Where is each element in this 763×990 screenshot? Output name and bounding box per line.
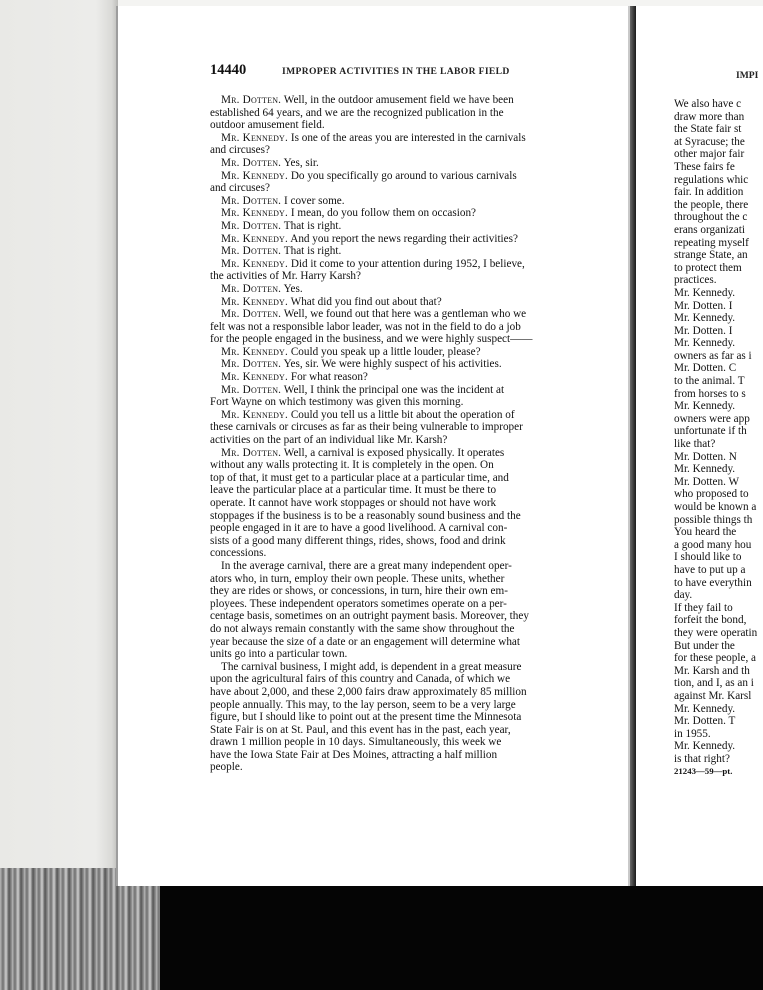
adjacent-text-line: owners as far as i <box>674 349 752 362</box>
adjacent-text-line: Mr. Kennedy. <box>674 400 736 413</box>
line-text: Well, in the outdoor amusement field we have been <box>283 94 514 106</box>
adjacent-text-line: to protect them <box>674 261 742 274</box>
line-text: do not always remain constantly with the same show throughout the <box>210 622 515 635</box>
line-text: Yes, sir. <box>283 156 319 169</box>
text-line <box>210 472 609 485</box>
line-text: figure, but I should like to point out at the present time the Minnesota <box>210 711 522 724</box>
line-text: Well, we found out that here was a gentleman who we <box>283 308 527 321</box>
line-text: for the people engaged in the business, and we were highly suspect—— <box>210 333 533 346</box>
adjacent-text-line: a good many hou <box>674 538 752 551</box>
text-line <box>210 610 609 623</box>
text-line <box>210 195 609 208</box>
line-text: That is right. <box>283 219 342 232</box>
line-text: concessions. <box>210 547 267 560</box>
adjacent-text-line: they were operatin <box>674 626 758 639</box>
scanner-background-left <box>0 0 118 990</box>
line-text: Could you speak up a little louder, please? <box>290 345 481 358</box>
adjacent-text-line: to have everythin <box>674 576 752 589</box>
line-text: these carnivals or circuses as far as their being vulnerable to improper <box>210 421 523 434</box>
text-line <box>210 623 609 636</box>
adjacent-page-footer: 21243—59—pt. <box>674 766 733 777</box>
text-line <box>210 686 609 699</box>
speaker-name: Mr. Dotten. <box>221 94 282 106</box>
adjacent-text-line: Mr. Kennedy. <box>674 286 736 299</box>
text-line <box>210 283 609 296</box>
text-line <box>210 535 609 548</box>
text-line <box>210 434 609 447</box>
text-line <box>210 522 609 535</box>
adjacent-text-line: the people, there <box>674 198 749 211</box>
line-text: ployees. These independent operators sometimes operate on a per- <box>210 597 507 610</box>
line-text: and circuses? <box>210 182 270 195</box>
line-text: operate. It cannot have work stoppages or should not have work <box>210 497 497 509</box>
adjacent-page <box>636 6 763 886</box>
adjacent-text-line: against Mr. Karsl <box>674 689 752 702</box>
line-text: In the average carnival, there are a great many independent oper- <box>221 559 512 572</box>
line-text: year because the size of a date or an engagement will determine what <box>210 635 520 648</box>
speaker-name: Mr. Kennedy. <box>221 408 289 421</box>
line-text: upon the agricultural fairs of this country and Canada, of which we <box>210 673 511 686</box>
text-line <box>210 510 609 523</box>
line-text: people annually. This may, to the lay person, seem to be a very large <box>210 698 516 711</box>
adjacent-text-line: tion, and I, as an i <box>674 677 754 690</box>
speaker-name: Mr. Kennedy. <box>221 345 289 358</box>
adjacent-text-line: would be known a <box>674 501 757 513</box>
text-line <box>210 497 609 510</box>
line-text: Is one of the areas you are interested in the carnivals <box>290 131 526 144</box>
adjacent-text-line: Mr. Dotten. W <box>674 475 740 488</box>
line-text: Fort Wayne on which testimony was given this morning. <box>210 396 464 409</box>
speaker-name: Mr. Kennedy. <box>221 371 289 384</box>
text-line <box>210 409 609 422</box>
text-line <box>210 447 609 460</box>
speaker-name: Mr. Dotten. <box>221 446 282 459</box>
line-text: For what reason? <box>290 371 368 384</box>
adjacent-text-line: day. <box>674 589 693 602</box>
text-line <box>210 258 609 271</box>
scanner-shadow-bottom <box>160 880 763 990</box>
adjacent-text-line: unfortunate if th <box>674 425 747 438</box>
adjacent-text-line: If they fail to <box>674 601 733 614</box>
page-header <box>210 62 630 82</box>
adjacent-text-line: is that right? <box>674 752 730 765</box>
adjacent-text-line: from horses to s <box>674 387 746 400</box>
adjacent-text-line: Mr. Kennedy. <box>674 702 736 715</box>
text-line <box>210 421 609 434</box>
text-line <box>210 761 609 774</box>
adjacent-text-line: throughout the c <box>674 211 748 224</box>
text-line <box>210 636 609 649</box>
adjacent-text-line: Mr. Kennedy. <box>674 312 736 325</box>
speaker-name: Mr. Kennedy. <box>221 257 289 270</box>
line-text: I mean, do you follow them on occasion? <box>290 207 477 220</box>
line-text: And you report the news regarding their activities? <box>290 232 518 245</box>
text-line <box>210 384 609 397</box>
text-line <box>210 560 609 573</box>
speaker-name: Mr. Kennedy. <box>221 131 289 144</box>
adjacent-text-line: to the animal. T <box>674 375 745 388</box>
adjacent-text-line: strange State, an <box>674 249 748 262</box>
line-text: That is right. <box>283 245 342 258</box>
adjacent-text-line: These fairs fe <box>674 160 735 173</box>
adjacent-text-line: Mr. Karsh and th <box>674 664 750 677</box>
line-text: The carnival business, I might add, is dependent in a great measure <box>221 660 522 673</box>
line-text: the activities of Mr. Harry Karsh? <box>210 270 361 283</box>
text-line <box>210 182 609 195</box>
text-line <box>210 459 609 472</box>
adjacent-text-line: Mr. Kennedy. <box>674 463 736 476</box>
text-line <box>210 207 609 220</box>
text-line <box>210 749 609 762</box>
line-text: Do you specifically go around to various carnivals <box>290 169 517 182</box>
text-line <box>210 245 609 258</box>
speaker-name: Mr. Kennedy. <box>221 169 289 182</box>
adjacent-text-line: who proposed to <box>674 488 749 501</box>
speaker-name: Mr. Dotten. <box>221 245 282 258</box>
line-text: State Fair is on at St. Paul, and this event has in the past, each year, <box>210 723 511 736</box>
adjacent-text-line: erans organizati <box>674 223 745 236</box>
text-line <box>210 724 609 737</box>
text-line <box>210 308 609 321</box>
line-text: activities on the part of an individual like Mr. Karsh? <box>210 434 448 447</box>
speaker-name: Mr. Kennedy. <box>221 295 289 308</box>
text-line <box>210 321 609 334</box>
text-line <box>210 346 609 359</box>
document-page <box>116 6 630 886</box>
adjacent-text-line: in 1955. <box>674 727 711 740</box>
line-text: established 64 years, and we are the recognized publication in the <box>210 106 504 119</box>
text-line <box>210 333 609 346</box>
page-number: 14440 <box>210 62 247 78</box>
line-text: people. <box>210 761 243 774</box>
line-text: stoppages if the business is to be a reasonably sound business and the <box>210 509 521 522</box>
line-text: Did it come to your attention during 1952, I believe, <box>290 257 525 270</box>
text-line <box>210 220 609 233</box>
line-text: top of that, it must get to a particular place at a particular time, and <box>210 471 509 484</box>
text-line <box>210 484 609 497</box>
text-line <box>210 598 609 611</box>
adjacent-text-line: I should like to <box>674 551 742 564</box>
adjacent-text-line: possible things th <box>674 513 753 526</box>
line-text: Yes. <box>283 282 303 295</box>
line-text: have about 2,000, and these 2,000 fairs draw approximately 85 million <box>210 685 527 698</box>
adjacent-text-line: the State fair st <box>674 123 742 136</box>
text-line <box>210 585 609 598</box>
text-line <box>210 358 609 371</box>
line-text: ators who, in turn, employ their own people. These units, whether <box>210 572 505 585</box>
adjacent-text-line: Mr. Dotten. I <box>674 324 733 337</box>
adjacent-text-line: forfeit the bond, <box>674 614 747 627</box>
line-text: leave the particular place at a particular time. It must be there to <box>210 484 497 497</box>
text-line <box>210 711 609 724</box>
text-line <box>210 296 609 309</box>
testimony-text <box>210 94 609 774</box>
adjacent-text-line: have to put up a <box>674 563 746 576</box>
adjacent-text-line: Mr. Kennedy. <box>674 740 736 753</box>
adjacent-text-line: We also have c <box>674 98 742 110</box>
adjacent-text-line: Mr. Dotten. T <box>674 715 736 728</box>
text-line <box>210 736 609 749</box>
speaker-name: Mr. Dotten. <box>221 156 282 169</box>
speaker-name: Mr. Kennedy. <box>221 232 289 245</box>
text-line <box>210 396 609 409</box>
line-text: sists of a good many different things, rides, shows, food and drink <box>210 534 506 547</box>
text-line <box>210 270 609 283</box>
text-line <box>210 170 609 183</box>
text-line <box>210 573 609 586</box>
adjacent-page-header: IMPI <box>736 70 759 81</box>
running-title: IMPROPER ACTIVITIES IN THE LABOR FIELD <box>282 66 510 77</box>
line-text: I cover some. <box>283 194 345 207</box>
speaker-name: Mr. Dotten. <box>221 383 282 396</box>
adjacent-text-line: draw more than <box>674 110 745 123</box>
adjacent-text-line: at Syracuse; the <box>674 135 745 148</box>
adjacent-text-line: Mr. Dotten. I <box>674 299 733 312</box>
speaker-name: Mr. Dotten. <box>221 308 282 321</box>
text-line <box>210 673 609 686</box>
line-text: and circuses? <box>210 144 270 157</box>
adjacent-text-line: fair. In addition <box>674 186 744 199</box>
text-line <box>210 119 609 132</box>
adjacent-text-line: regulations whic <box>674 173 749 186</box>
adjacent-text-line: Mr. Dotten. N <box>674 450 737 463</box>
text-line <box>210 107 609 120</box>
adjacent-text-line: owners were app <box>674 412 750 425</box>
adjacent-text-line: for these people, a <box>674 652 757 665</box>
speaker-name: Mr. Dotten. <box>221 282 282 295</box>
line-text: Yes, sir. We were highly suspect of his activities. <box>283 358 502 371</box>
line-text: have the Iowa State Fair at Des Moines, attracting a half million <box>210 748 498 761</box>
line-text: units go into a particular town. <box>210 648 348 661</box>
speaker-name: Mr. Dotten. <box>221 219 282 232</box>
text-line <box>210 547 609 560</box>
line-text: they are rides or shows, or concessions, in turn, hire their own em- <box>210 585 508 598</box>
adjacent-text-line: You heard the <box>674 526 737 539</box>
text-line <box>210 371 609 384</box>
text-line <box>210 157 609 170</box>
text-line <box>210 648 609 661</box>
adjacent-text-line: repeating myself <box>674 236 749 249</box>
line-text: What did you find out about that? <box>290 295 442 308</box>
text-line <box>210 132 609 145</box>
adjacent-text-line: other major fair <box>674 148 745 161</box>
line-text: without any walls protecting it. It is completely in the open. On <box>210 459 494 472</box>
line-text: Well, I think the principal one was the incident at <box>283 383 505 396</box>
line-text: people engaged in it are to have a good livelihood. A carnival con- <box>210 522 508 535</box>
text-line <box>210 699 609 712</box>
text-line <box>210 94 609 107</box>
line-text: centage basis, sometimes on an outright payment basis. Moreover, they <box>210 610 529 623</box>
line-text: drawn 1 million people in 10 days. Simultaneously, this week we <box>210 736 502 749</box>
speaker-name: Mr. Dotten. <box>221 358 282 371</box>
adjacent-text-line: Mr. Dotten. C <box>674 362 737 375</box>
line-text: Could you tell us a little bit about the operation of <box>290 408 515 421</box>
text-line <box>210 144 609 157</box>
speaker-name: Mr. Dotten. <box>221 194 282 207</box>
adjacent-text-line: practices. <box>674 274 717 287</box>
line-text: felt was not a responsible labor leader, was not in the field to do a job <box>210 320 521 333</box>
line-text: outdoor amusement field. <box>210 119 325 132</box>
text-line <box>210 233 609 246</box>
adjacent-page-text <box>674 98 763 778</box>
adjacent-text-line: Mr. Kennedy. <box>674 337 736 350</box>
text-line <box>210 661 609 674</box>
line-text: Well, a carnival is exposed physically. It operates <box>283 446 505 459</box>
adjacent-text-line: like that? <box>674 438 716 451</box>
speaker-name: Mr. Kennedy. <box>221 207 289 220</box>
adjacent-text-line: But under the <box>674 639 735 652</box>
